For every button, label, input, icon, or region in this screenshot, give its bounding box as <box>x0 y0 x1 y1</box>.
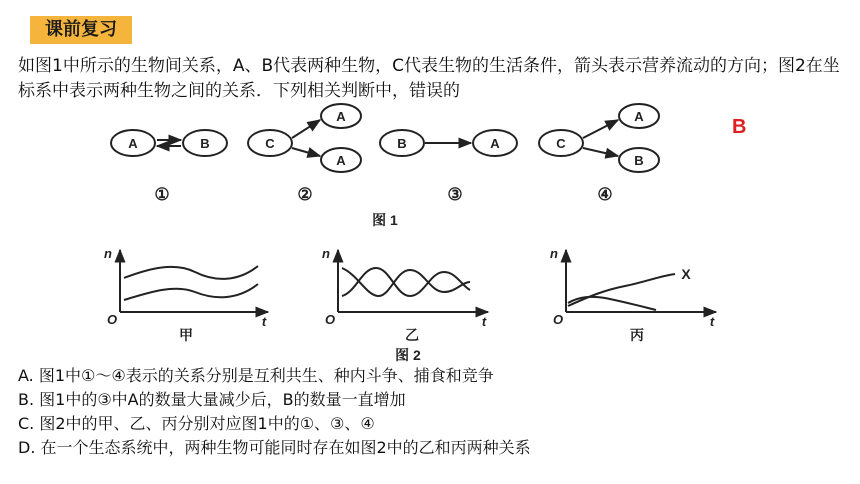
fig2-panel-yi <box>338 250 488 312</box>
fig1-node-b: B <box>397 136 407 151</box>
fig2-panel-label: 乙 <box>405 327 419 343</box>
fig2-x-label: t <box>709 314 715 329</box>
fig1-node-c: C <box>265 136 275 151</box>
figure1 <box>111 104 659 172</box>
fig1-node-a: A <box>634 109 644 124</box>
option-b[interactable]: B. 图1中的③中A的数量大量减少后，B的数量一直增加 <box>18 390 406 409</box>
fig1-node-b: B <box>634 153 644 168</box>
fig2-panel-bing <box>566 250 716 312</box>
question-text: 如图1中所示的生物间关系，A、B代表两种生物，C代表生物的生活条件，箭头表示营养流动的方向；图2在坐标系中表示两种生物之间的关系．下列相关判断中，错误的 <box>18 56 840 101</box>
fig2-curve-x-label: X <box>681 266 691 282</box>
fig1-node-a: A <box>128 136 138 151</box>
fig2-y-label: n <box>550 246 558 261</box>
fig2-x-label: t <box>481 314 487 329</box>
fig1-node-c: C <box>556 136 566 151</box>
fig1-node-a: A <box>336 109 346 124</box>
fig2-origin-label: O <box>552 312 564 327</box>
fig2-panel-label: 甲 <box>179 327 193 343</box>
option-c[interactable]: C. 图2中的甲、乙、丙分别对应图1中的①、③、④ <box>18 414 375 433</box>
lesson-review-badge: 课前复习 <box>30 16 132 44</box>
fig2-panel-jia <box>120 250 268 312</box>
fig2-origin-label: O <box>324 312 336 327</box>
fig1-node-b: B <box>200 136 210 151</box>
fig2-panel-label: 丙 <box>630 327 644 343</box>
fig1-node-a: A <box>490 136 500 151</box>
fig1-panel-label: ④ <box>597 185 613 204</box>
fig1-panel-label: ② <box>297 185 313 204</box>
fig2-x-label: t <box>261 314 267 329</box>
option-d[interactable]: D. 在一个生态系统中，两种生物可能同时存在如图2中的乙和丙两种关系 <box>18 438 531 457</box>
fig1-panel-label: ① <box>154 185 170 204</box>
answer-mark: B <box>732 116 747 138</box>
fig1-caption: 图 1 <box>372 212 398 228</box>
fig2-y-label: n <box>322 246 330 261</box>
fig2-caption: 图 2 <box>395 347 421 363</box>
fig1-node-a: A <box>336 153 346 168</box>
fig2-y-label: n <box>104 246 112 261</box>
option-a[interactable]: A. 图1中①～④表示的关系分别是互利共生、种内斗争、捕食和竞争 <box>18 366 494 385</box>
fig2-origin-label: O <box>106 312 118 327</box>
fig1-panel-label: ③ <box>447 185 463 204</box>
options-list <box>18 364 531 460</box>
